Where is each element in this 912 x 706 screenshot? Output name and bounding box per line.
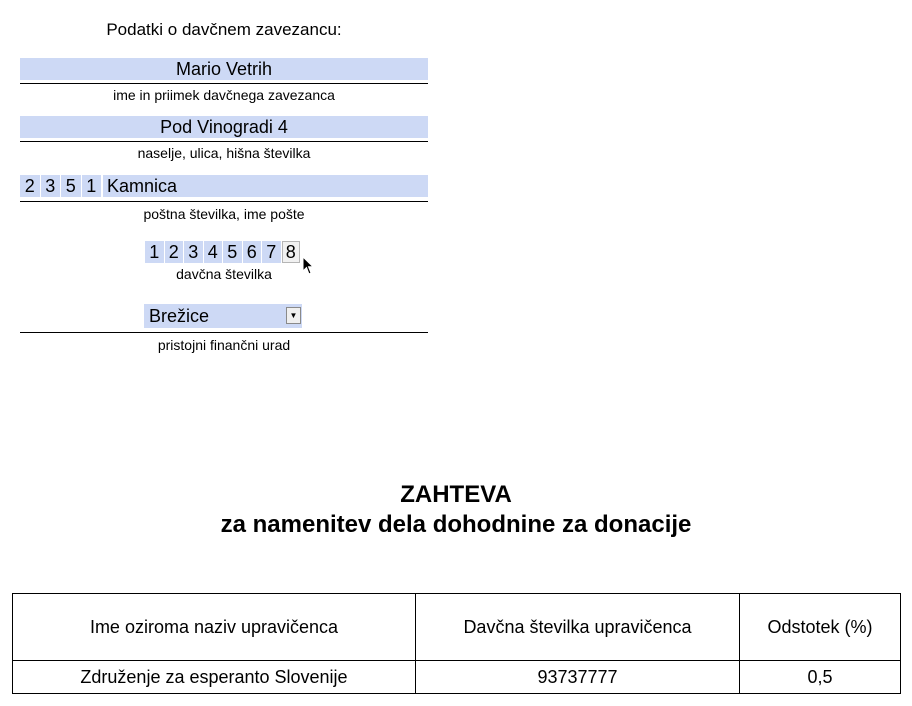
mouse-pointer-icon — [302, 256, 316, 276]
recipient-tax-number-cell[interactable]: 93737777 — [416, 661, 740, 694]
recipient-name-cell[interactable]: Združenje za esperanto Slovenije — [13, 661, 416, 694]
recipients-table — [12, 593, 901, 694]
street-caption: naselje, ulica, hišna številka — [137, 145, 311, 161]
recipient-percentage-cell[interactable]: 0,5 — [740, 661, 901, 694]
street-row — [20, 116, 428, 142]
tax-digit[interactable]: 5 — [223, 241, 243, 263]
request-subtitle: za namenitev dela dohodnine za donacije — [220, 511, 692, 538]
tax-digit[interactable]: 1 — [145, 241, 165, 263]
post-name-field[interactable]: Kamnica — [103, 175, 428, 197]
postal-row — [20, 175, 428, 202]
office-underline — [20, 331, 428, 333]
header-recipient-name: Ime oziroma naziv upravičenca — [13, 594, 416, 661]
chevron-down-icon: ▼ — [289, 311, 298, 320]
office-caption: pristojni finančni urad — [157, 337, 291, 353]
postal-digit[interactable]: 5 — [61, 175, 82, 197]
tax-digit[interactable]: 4 — [204, 241, 224, 263]
tax-digit[interactable]: 2 — [165, 241, 185, 263]
tax-office-select[interactable] — [144, 304, 302, 328]
section-title: Podatki o davčnem zavezancu: — [106, 20, 342, 39]
postal-caption: poštna številka, ime pošte — [143, 206, 305, 222]
name-row — [20, 58, 428, 84]
request-title: ZAHTEVA — [400, 481, 512, 508]
tax-caption: davčna številka — [176, 266, 272, 282]
name-caption: ime in priimek davčnega zavezanca — [113, 87, 335, 103]
postal-digit[interactable]: 1 — [86, 176, 97, 196]
postal-digit[interactable]: 3 — [41, 175, 62, 197]
tax-office-value: Brežice — [149, 306, 210, 326]
tax-digit[interactable]: 3 — [184, 241, 204, 263]
taxpayer-street-field[interactable]: Pod Vinogradi 4 — [20, 116, 428, 138]
tax-digit-active[interactable]: 8 — [282, 241, 301, 263]
postal-digit[interactable]: 2 — [20, 175, 41, 197]
table-row — [13, 661, 901, 694]
header-recipient-tax-number: Davčna številka upravičenca — [416, 594, 740, 661]
dropdown-button[interactable] — [286, 307, 301, 324]
tax-digit[interactable]: 7 — [262, 241, 282, 263]
taxpayer-name-field[interactable]: Mario Vetrih — [20, 58, 428, 80]
table-header-row — [13, 594, 901, 661]
tax-digit[interactable]: 6 — [243, 241, 263, 263]
tax-number-field[interactable] — [145, 241, 300, 263]
postal-code-field[interactable] — [20, 175, 101, 197]
header-percentage: Odstotek (%) — [740, 594, 901, 661]
